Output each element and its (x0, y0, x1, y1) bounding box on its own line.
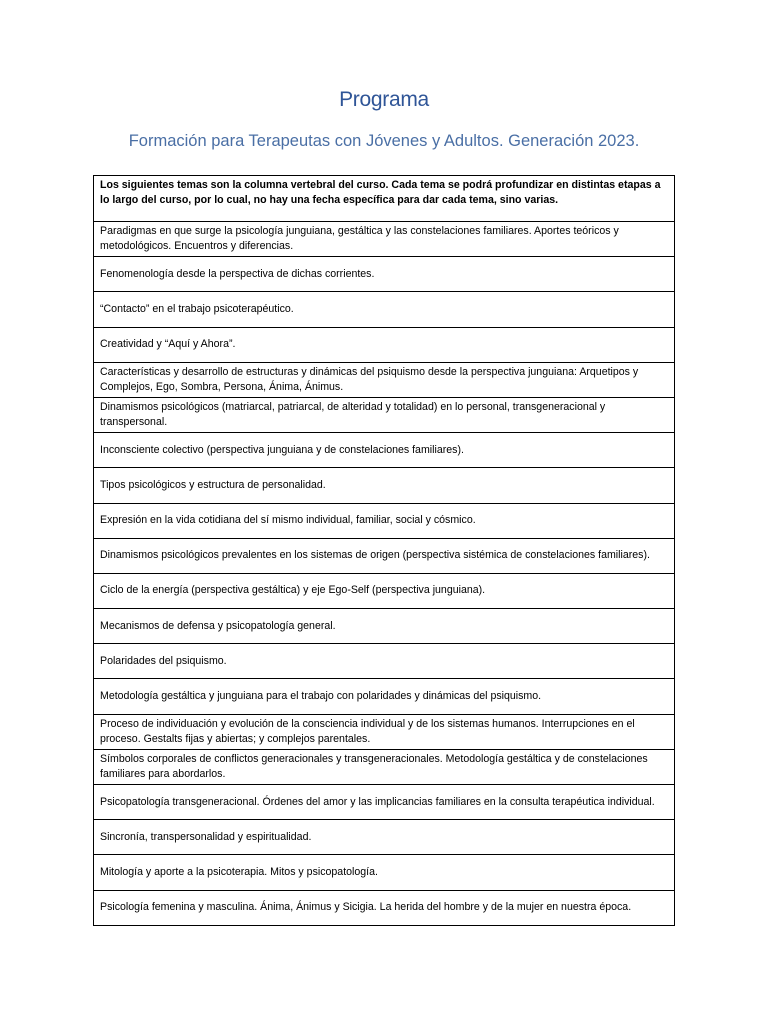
table-row (94, 538, 675, 573)
table-cell: Dinamismos psicológicos (matriarcal, patriarcal, de alteridad y totalidad) en lo personal, transgeneracional y transpersonal. (94, 397, 675, 432)
table-row (94, 855, 675, 890)
table-cell: Dinamismos psicológicos prevalentes en los sistemas de origen (perspectiva sistémica de constelaciones familiares). (94, 538, 675, 573)
table-row (94, 679, 675, 714)
table-row (94, 820, 675, 855)
table-cell: Paradigmas en que surge la psicología junguiana, gestáltica y las constelaciones familiares. Aportes teóricos y metodológicos. Encuentros y diferencias. (94, 222, 675, 257)
table-cell: Características y desarrollo de estructuras y dinámicas del psiquismo desde la perspectiva junguiana: Arquetipos y Complejos, Ego, Sombra, Persona, Ánima, Ánimus. (94, 362, 675, 397)
table-row (94, 222, 675, 257)
table-row (94, 362, 675, 397)
table-row (94, 890, 675, 925)
table-cell: Polaridades del psiquismo. (94, 644, 675, 679)
table-cell: Ciclo de la energía (perspectiva gestáltica) y eje Ego-Self (perspectiva junguiana). (94, 573, 675, 608)
table-cell: Mecanismos de defensa y psicopatología general. (94, 609, 675, 644)
table-row (94, 714, 675, 749)
table-row (94, 257, 675, 292)
table-intro-row (94, 176, 675, 222)
table-row (94, 785, 675, 820)
table-row (94, 503, 675, 538)
table-row (94, 609, 675, 644)
table-cell: Expresión en la vida cotidiana del sí mismo individual, familiar, social y cósmico. (94, 503, 675, 538)
table-cell: Sincronía, transpersonalidad y espiritualidad. (94, 820, 675, 855)
table-cell: Inconsciente colectivo (perspectiva junguiana y de constelaciones familiares). (94, 433, 675, 468)
table-cell: Símbolos corporales de conflictos generacionales y transgeneracionales. Metodología gestáltica y de constelaciones familiares para abordarlos. (94, 749, 675, 784)
table-intro-cell: Los siguientes temas son la columna vertebral del curso. Cada tema se podrá profundizar en distintas etapas a lo largo del curso, por lo cual, no hay una fecha específica para dar cada tema, sino varias. (94, 176, 675, 222)
table-row (94, 644, 675, 679)
page-title: Programa (339, 88, 429, 111)
table-cell: Tipos psicológicos y estructura de personalidad. (94, 468, 675, 503)
program-table (93, 175, 675, 926)
table-row (94, 468, 675, 503)
table-cell: Psicopatología transgeneracional. Órdenes del amor y las implicancias familiares en la consulta terapéutica individual. (94, 785, 675, 820)
table-cell: Creatividad y “Aquí y Ahora”. (94, 327, 675, 362)
page-subtitle: Formación para Terapeutas con Jóvenes y Adultos. Generación 2023. (128, 132, 640, 150)
table-cell: Fenomenología desde la perspectiva de dichas corrientes. (94, 257, 675, 292)
table-row (94, 573, 675, 608)
table-row (94, 433, 675, 468)
table-cell: Proceso de individuación y evolución de la consciencia individual y de los sistemas humanos. Interrupciones en el proceso. Gestalts fijas y abiertas; y complejos parentales. (94, 714, 675, 749)
table-row (94, 292, 675, 327)
table-cell: “Contacto” en el trabajo psicoterapéutico. (94, 292, 675, 327)
table-row (94, 327, 675, 362)
table-row (94, 749, 675, 784)
table-cell: Psicología femenina y masculina. Ánima, Ánimus y Sicigia. La herida del hombre y de la mujer en nuestra época. (94, 890, 675, 925)
table-cell: Metodología gestáltica y junguiana para el trabajo con polaridades y dinámicas del psiquismo. (94, 679, 675, 714)
table-cell: Mitología y aporte a la psicoterapia. Mitos y psicopatología. (94, 855, 675, 890)
table-row (94, 397, 675, 432)
